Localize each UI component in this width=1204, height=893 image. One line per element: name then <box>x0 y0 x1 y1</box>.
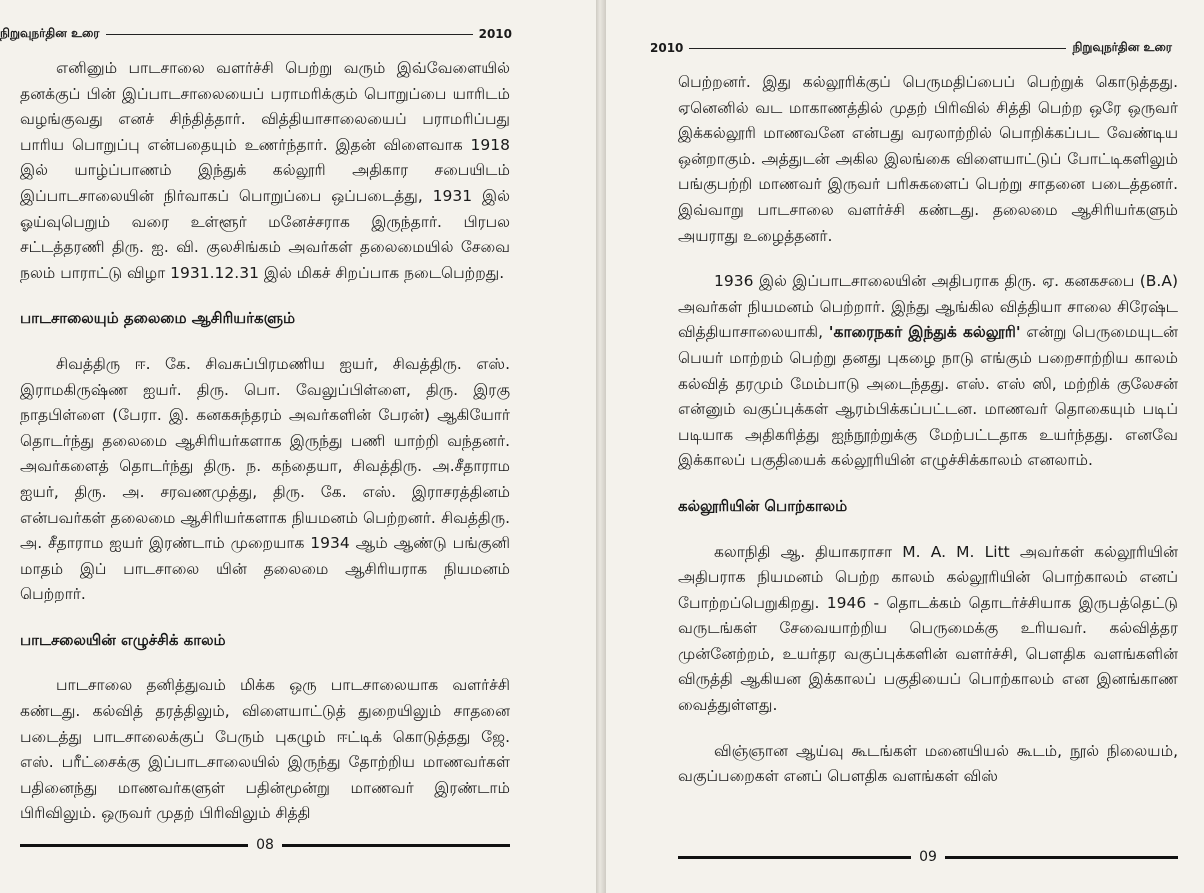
page-number: 09 <box>919 849 937 865</box>
page-footer <box>678 849 1178 865</box>
header-rule <box>689 48 1066 49</box>
page-body <box>678 70 1178 790</box>
page-body <box>20 56 510 827</box>
header-rule <box>106 34 473 35</box>
footer-rule <box>282 844 510 847</box>
paragraph: சிவத்திரு ஈ. கே. சிவசுப்பிரமணிய ஐயர், சிவத்திரு. எஸ். இராமகிருஷ்ண ஐயர். திரு. பொ. வேலுப்பிள்ளை, திரு. இரகு நாதபிள்ளை (பேரா. இ. கனகசுந்தரம் அவர்களின் பேரன்) ஆகியோர் தொடர்ந்து தலைமை ஆசிரியர்களாக இருந்து பணி யாற்றி வந்தனர். அவர்களைத் தொடர்ந்து திரு. ந. கந்தையா, சிவத்திரு. அ.சீதாராம ஐயர், திரு. அ. சரவணமுத்து, திரு. கே. எஸ். இராசரத்தினம் என்பவர்கள் தலைமை ஆசிரியர்களாக நியமனம் பெற்றனர். சிவத்திரு. அ. சீதாராம ஐயர் இரண்டாம் முறையாக 1934 ஆம் ஆண்டு பங்குனி மாதம் இப் பாடசாலை யின் தலைமை ஆசிரியராக நியமனம் பெற்றார். <box>20 354 510 604</box>
header-title: நிறுவுநர்தின உரை <box>1072 40 1172 54</box>
college-name: 'காரைநகர் இந்துக் கல்லூரி' <box>828 323 1021 342</box>
paragraph: பாடசாலை தனித்துவம் மிக்க ஒரு பாடசாலையாக வளர்ச்சி கண்டது. கல்வித் தரத்திலும், விளையாட்டுத் துறையிலும் சாதனை படைத்து பாடசாலைக்குப் பேரும் புகழும் ஈட்டிக் கொடுத்தது ஜே. எஸ். பரீட்சைக்கு இப்பாடசாலையில் இருந்து தோற்றிய மாணவர்கள் பதினைந்து மாணவர்களுள் பதின்மூன்று மாணவர் இரண்டாம் பிரிவிலும். ஒருவர் முதற் பிரிவிலும் சித்தி <box>20 676 510 823</box>
page-number: 08 <box>256 837 274 853</box>
paragraph-text: 1936 இல் இப்பாடசாலையின் அதிபராக திரு. ஏ. கனகசபை (B.A) அவர்கள் நியமனம் பெற்றார். இந்து ஆங்கில வித்தியா சாலை சிரேஷ்ட வித்தியாசாலையாகி, <box>678 272 1178 342</box>
header-year: 2010 <box>478 27 512 41</box>
section-heading: கல்லூரியின் பொற்காலம் <box>678 496 848 515</box>
header-title: நிறுவுநர்தின உரை <box>0 26 100 40</box>
section-heading: பாடசலையின் எழுச்சிக் காலம் <box>20 630 226 649</box>
footer-rule <box>20 844 248 847</box>
paragraph: பெற்றனர். இது கல்லூரிக்குப் பெருமதிப்பைப் பெற்றுக் கொடுத்தது. ஏனெனில் வட மாகாணத்தில் முதற் பிரிவில் சித்தி பெற்ற ஒரே ஒருவர் இக்கல்லூரி மாணவனே என்பது வரலாற்றில் பொறிக்கப்பட வேண்டிய ஒன்றாகும். அத்துடன் அகில இலங்கை விளையாட்டுப் போட்டிகளிலும் பங்குபற்றி மாணவர் இருவர் பரிசுகளைப் பெற்று சாதனை படைத்தனர். இவ்வாறு பாடசாலை வளர்ச்சி கண்டது. தலைமை ஆசிரியர்களும் அயராது உழைத்தனர். <box>678 73 1178 245</box>
footer-rule <box>678 856 911 859</box>
running-header <box>0 26 512 42</box>
right-page <box>606 0 1204 893</box>
section-heading: பாடசாலையும் தலைமை ஆசிரியர்களும் <box>20 309 296 328</box>
paragraph: கலாநிதி ஆ. தியாகராசா M. A. M. Litt அவர்கள் கல்லூரியின் அதிபராக நியமனம் பெற்ற காலம் கல்லூரியின் பொற்காலம் எனப் போற்றப்பெறுகிறது. 1946 - தொடக்கம் தொடர்ச்சியாக இருபத்தெட்டு வருடங்கள் சேவையாற்றிய பெருமைக்கு உரியவர். கல்வித்தர முன்னேற்றம், உயர்தர வகுப்புக்களின் வளர்ச்சி, பௌதிக வளங்களின் விருத்தி ஆகியன இக்காலப் பகுதியைப் பொற்காலம் என இனங்காண வைத்துள்ளது. <box>678 542 1178 715</box>
header-year: 2010 <box>650 41 684 55</box>
book-gutter <box>596 0 606 893</box>
paragraph <box>678 269 1178 474</box>
paragraph-text: என்று பெருமையுடன் பெயர் மாற்றம் பெற்று தனது புகழை நாடு எங்கும் பறைசாற்றிய காலம் கல்வித் தரமும் மேம்பாடு அடைந்தது. எஸ். எஸ் ஸி, மற்றிக் குலேசன் என்னும் வகுப்புக்கள் ஆரம்பிக்கப்பட்டன. மாணவர் தொகையும் படிப் படியாக அதிகரித்து ஐந்நூற்றுக்கு மேற்பட்டதாக உயர்ந்தது. எனவே இக்காலப் பகுதியைக் கல்லூரியின் எழுச்சிக்காலம் எனலாம். <box>678 323 1178 470</box>
left-page <box>0 0 596 893</box>
footer-rule <box>945 856 1178 859</box>
page-footer <box>20 837 510 853</box>
paragraph: விஞ்ஞான ஆய்வு கூடங்கள் மனையியல் கூடம், நூல் நிலையம், வகுப்பறைகள் எனப் பௌதிக வளங்கள் விஸ் <box>678 741 1178 786</box>
paragraph: எனினும் பாடசாலை வளர்ச்சி பெற்று வரும் இவ்வேளையில் தனக்குப் பின் இப்பாடசாலையைப் பராமரிக்கும் பொறுப்பை யாரிடம் வழங்குவது எனச் சிந்தித்தார். வித்தியாசாலையைப் பராமரிப்பது பாரிய பொறுப்பு என்பதையும் உணர்ந்தார். இதன் விளைவாக 1918 இல் யாழ்ப்பாணம் இந்துக் கல்லூரி அதிகார சபையிடம் இப்பாடசாலையின் நிர்வாகப் பொறுப்பை ஒப்படைத்து, 1931 இல் ஓய்வுபெறும் வரை உள்ளூர் மனேச்சராக இருந்தார். பிரபல சட்டத்தரணி திரு. ஐ. வி. குலசிங்கம் அவர்கள் தலைமையில் சேவை நலம் பாராட்டு விழா 1931.12.31 இல் மிகச் சிறப்பாக நடைபெற்றது. <box>20 59 510 282</box>
running-header <box>650 40 1172 56</box>
